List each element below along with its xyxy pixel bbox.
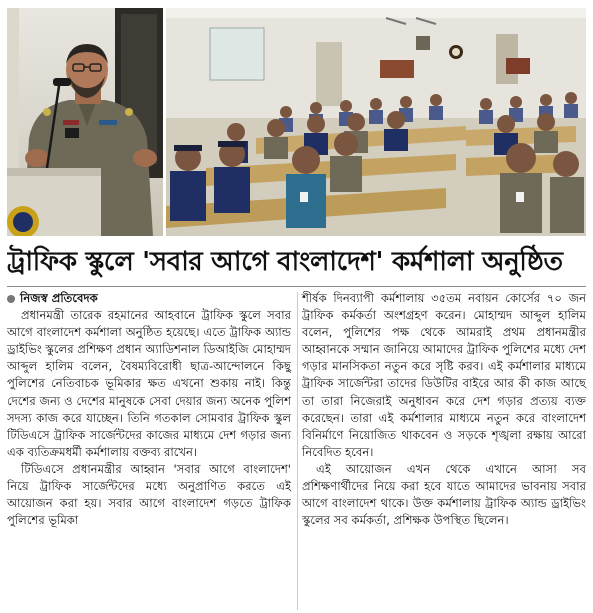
article-column-right	[302, 290, 586, 529]
byline-bullet-icon	[7, 295, 15, 303]
paragraph: টিডিএসে প্রধানমন্ত্রীর আহ্বান 'সবার আগে বাংলাদেশ' নিয়ে ট্রাফিক সার্জেন্টদের মধ্যে অনুপ্রাণিত করতে এই আয়োজন করা হয়। সবার আগে বাংলাদেশ গড়তে ট্রাফিক পুলিশের ভূমিকা	[7, 461, 291, 528]
wall-clock-icon	[449, 45, 463, 59]
paragraph: শীর্ষক দিনব্যাপী কর্মশালায় ৩৫তম নবায়ন কোর্সের ৭০ জন ট্রাফিক কর্মকর্তা অংশগ্রহণ করেন। মোহাম্মদ আব্দুল হালিম বলেন, পুলিশের পক্ষ থেকে আমরাই প্রথম প্রধানমন্ত্রীর আহ্বানকে সম্মান জানিয়ে আমাদের ট্রাফিক পুলিশের মধ্যে দেশ গড়ার মানসিকতা নতুন করে সৃষ্টি করব। এই কর্মশালার মাধ্যমে ট্রাফিক সার্জেন্টরা তাদের ডিউটির বাইরে আর কী কাজ আছে তা তারা নিজেরাই অনুধাবন করে দেশ গড়ার প্রত্যয় ব্যক্ত করেছেন। তারা এই কর্মশালার মাধ্যমে নতুন করে বাংলাদেশ বিনির্মাণে নিয়োজিত থাকবেন ও সড়কে শৃঙ্খলা রক্ষায় আরো নিবেদিত হবেন।	[302, 291, 586, 459]
article-headline: ট্রাফিক স্কুলে 'সবার আগে বাংলাদেশ' কর্মশালা অনুষ্ঠিত	[7, 247, 563, 277]
column-divider	[297, 292, 298, 610]
byline	[7, 290, 291, 307]
classroom-photo	[166, 8, 586, 236]
paragraph: এই আয়োজন এখন থেকে এখানে আসা সব প্রশিক্ষণার্থীদের নিয়ে করা হবে যাতে আমাদের ভাবনায় সবার আগে বাংলাদেশ থাকে। উক্ত কর্মশালায় ট্রাফিক অ্যান্ড ড্রাইভিং স্কুলের সব কর্মকর্তা, প্রশিক্ষক উপস্থিত ছিলেন।	[302, 461, 586, 528]
paragraph: প্রধানমন্ত্রী তারেক রহমানের আহবানে ট্রাফিক স্কুলে সবার আগে বাংলাদেশ কর্মশালা অনুষ্ঠিত হয়েছে। এতে ট্রাফিক অ্যান্ড ড্রাইভিং স্কুলের প্রশিক্ষণ প্রধান অ্যাডিশনাল ডিআইজি মোহাম্মদ আব্দুল হালিম বলেন, বৈষম্যবিরোধী ছাত্র-আন্দোলনে কিছু পুলিশের নেতিবাচক ভূমিকার ক্ষত এখনো শুকায় নাই। কিন্তু দেশের জন্য ও দেশের মানুষকে সেবা দেয়ার জন্য অনেক পুলিশ সদস্য কাজ করে যাচ্ছেন। তিনি গতকাল সোমবার ট্রাফিক স্কুল টিডিএসে ট্রাফিক সার্জেন্টদের কাজের মাধ্যমে দেশ গড়ার জন্য এক ব্যতিক্রমধর্মী কর্মশালায় বক্তব্য রাখেন।	[7, 308, 291, 459]
speaker-photo	[7, 8, 163, 236]
byline-text: নিজস্ব প্রতিবেদক	[20, 291, 98, 305]
article-column-left	[7, 290, 291, 529]
speaker-illustration	[7, 8, 163, 236]
headline-divider	[7, 286, 586, 287]
classroom-illustration	[166, 8, 586, 236]
